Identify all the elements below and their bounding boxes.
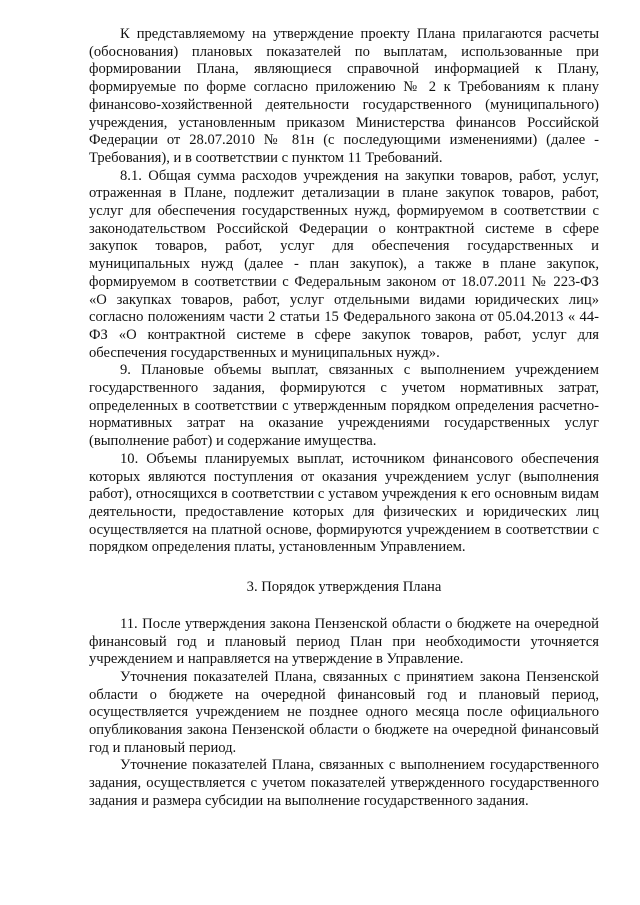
paragraph-budget-refinement: Уточнения показателей Плана, связанных с принятием закона Пензенской области о бюджете на очередной финансовый год и плановый период, осуществляется учреждением не позднее одного месяца после официального опубликования закона Пензенской области о бюджете на очередной финансовый год и плановый период. — [89, 668, 599, 756]
paragraph-task-refinement: Уточнение показателей Плана, связанных с выполнением государственного задания, осуществляется с учетом показателей утвержденного государственного задания и размера субсидии на выполнение государственного задания. — [89, 757, 599, 809]
paragraph-8-1: 8.1. Общая сумма расходов учреждения на закупки товаров, работ, услуг, отраженная в Плане, подлежит детализации в плане закупок товаров, работ, услуг для обеспечения государственных нужд, формируемом в соответствии с законодательством Российской Федерации о контрактной системе в сфере закупок товаров, работ, услуг для обеспечения государственных и муниципальных нужд (далее - план закупок), а также в плане закупок, формируемом в соответствии с Федеральным законом от 18.07.2011 № 223-ФЗ «О закупках товаров, работ, услуг отдельными видами юридических лиц» согласно положениям части 2 статьи 15 Федерального закона от 05.04.2013 « 44-ФЗ «О контрактной системе в сфере закупок товаров, работ, услуг для обеспечения государственных и муниципальных нужд». — [89, 167, 599, 361]
paragraph-10: 10. Объемы планируемых выплат, источником финансового обеспечения которых являются поступления от оказания учреждением услуг (выполнения работ), относящихся в соответствии с уставом учреждения к его основным видам деятельности, предоставление которых для физических и юридических лиц осуществляется на платной основе, формируются учреждением в соответствии с порядком определения платы, установленным Управлением. — [89, 450, 599, 556]
paragraph-11: 11. После утверждения закона Пензенской области о бюджете на очередной финансовый год и плановый период План при необходимости уточняется учреждением и направляется на утверждение в Управление. — [89, 615, 599, 668]
paragraph-attachments: К представляемому на утверждение проекту Плана прилагаются расчеты (обоснования) плановых показателей по выплатам, использованные при формировании Плана, являющиеся справочной информацией к Плану, формируемые по форме согласно приложению № 2 к Требованиям к плану финансово-хозяйственной деятельности государственного (муниципального) учреждения, установленным приказом Министерства финансов Российской Федерации от 28.07.2010 № 81н (с последующими изменениями) (далее - Требования), и в соответствии с пунктом 11 Требований. — [89, 26, 599, 166]
paragraph-9: 9. Плановые объемы выплат, связанных с выполнением учреждением государственного задания, формируются с учетом нормативных затрат, определенных в соответствии с утвержденным порядком определения расчетно-нормативных затрат на оказание учреждениями государственных услуг (выполнение работ) и содержание имущества. — [89, 362, 599, 450]
section-heading: 3. Порядок утверждения Плана — [246, 579, 442, 596]
